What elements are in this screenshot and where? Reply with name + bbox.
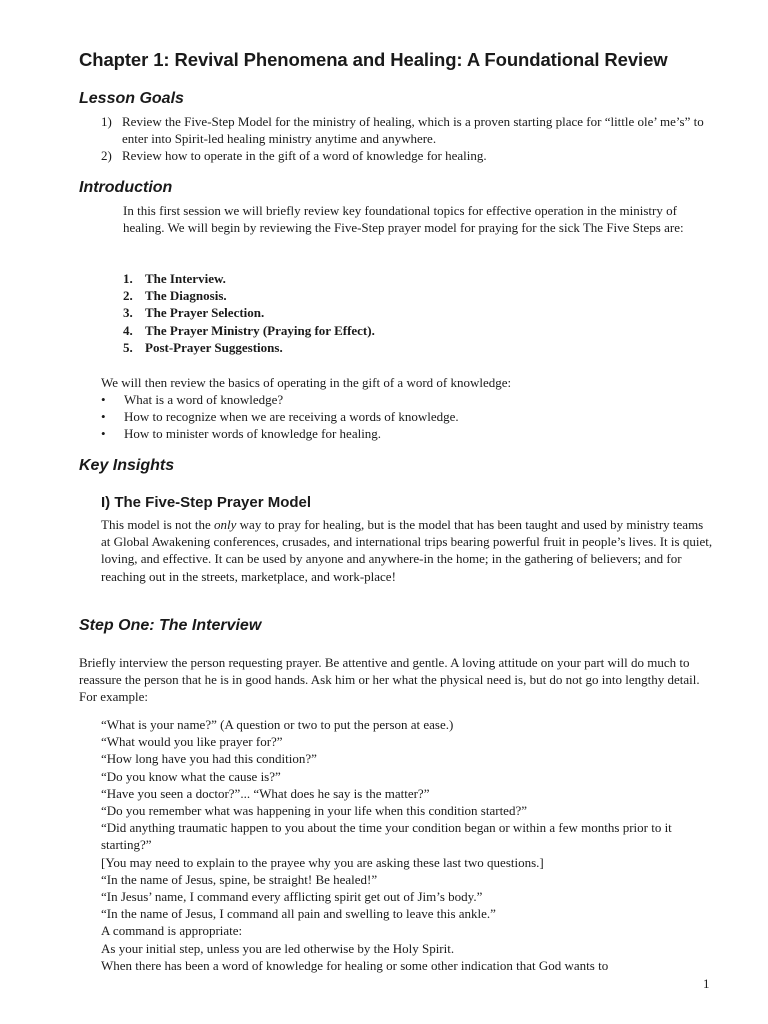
bullet-symbol: • — [101, 409, 106, 425]
step-one-heading: Step One: The Interview — [79, 617, 262, 634]
step-number: 2. — [123, 288, 133, 304]
interview-line: [You may need to explain to the prayee why you are asking these last two questions.] — [101, 854, 544, 870]
step-item — [123, 287, 623, 304]
chapter-title: Chapter 1: Revival Phenomena and Healing: A Foundational Review — [79, 49, 668, 70]
interview-questions — [101, 716, 713, 974]
paragraph-text: way to pray for healing, but is the model that has been taught and used by ministry teams at Global Awakening conferences, crusades, and international trips bearing powerful fruit in people’s lives. It is quiet, loving, and effective. It can be used by anyone and anywhere-in the home; in the gathering of believers; and for reaching out in the streets, marketplace, and work-place! — [101, 517, 713, 584]
lesson-goal-text: Review the Five-Step Model for the ministry of healing, which is a proven starting place for “little ole’ me’s” to enter into Spirit-led healing ministry anytime and anywhere. — [122, 114, 704, 147]
introduction-paragraph: In this first session we will briefly review key foundational topics for effective operation in the ministry of healing. We will begin by reviewing the Five-Step prayer model for praying for the sick The Five Steps are: — [123, 203, 684, 236]
step-item — [123, 339, 623, 356]
bullet-text: How to recognize when we are receiving a words of knowledge. — [124, 409, 459, 425]
knowledge-intro: We will then review the basics of operating in the gift of a word of knowledge: — [101, 375, 512, 390]
interview-line: “Do you know what the cause is?” — [101, 768, 281, 784]
paragraph-text: This model is not the — [101, 517, 215, 532]
interview-line: When there has been a word of knowledge for healing or some other indication that God wants to — [101, 957, 609, 973]
interview-line: “Have you seen a doctor?”... “What does he say is the matter?” — [101, 785, 430, 801]
bullet-item — [101, 391, 711, 408]
knowledge-bullets — [101, 391, 711, 443]
interview-line: “In the name of Jesus, I command all pain and swelling to leave this ankle.” — [101, 906, 496, 922]
step-text: Post-Prayer Suggestions. — [145, 339, 283, 355]
key-insights-heading: Key Insights — [79, 457, 175, 474]
step-text: The Interview. — [145, 271, 226, 286]
lesson-goal-number: 2) — [101, 148, 112, 164]
page-number: 1 — [703, 976, 710, 991]
bullet-symbol: • — [101, 392, 106, 407]
step-number: 3. — [123, 305, 133, 321]
interview-line: “Do you remember what was happening in your life when this condition started?” — [101, 803, 527, 819]
lesson-goals-list — [101, 113, 713, 165]
bullet-text: What is a word of knowledge? — [124, 392, 284, 407]
interview-line: “Did anything traumatic happen to you about the time your condition began or within a few months prior to it starting?” — [101, 820, 672, 853]
five-step-model-subheading: I) The Five-Step Prayer Model — [101, 494, 312, 511]
step-number: 1. — [123, 271, 133, 286]
interview-line: “What would you like prayer for?” — [101, 734, 283, 750]
step-text: The Prayer Selection. — [145, 305, 265, 321]
interview-line: “How long have you had this condition?” — [101, 751, 317, 767]
lesson-goal-number: 1) — [101, 114, 112, 129]
lesson-goal-item — [101, 147, 713, 164]
five-steps-list — [123, 270, 623, 356]
step-number: 4. — [123, 322, 133, 338]
bullet-item — [101, 408, 711, 425]
emphasis-only: only — [214, 517, 237, 532]
five-step-model-paragraph — [101, 516, 713, 585]
lesson-goal-item — [101, 113, 713, 147]
step-number: 5. — [123, 339, 133, 355]
bullet-text: How to minister words of knowledge for healing. — [124, 426, 382, 442]
interview-line: “In Jesus’ name, I command every afflicting spirit get out of Jim’s body.” — [101, 889, 483, 905]
lesson-goals-heading: Lesson Goals — [79, 90, 184, 107]
bullet-symbol: • — [101, 426, 106, 442]
interview-line: A command is appropriate: — [101, 923, 243, 939]
step-text: The Diagnosis. — [145, 288, 227, 304]
interview-line: As your initial step, unless you are led otherwise by the Holy Spirit. — [101, 940, 455, 956]
step-item — [123, 270, 623, 287]
step-text: The Prayer Ministry (Praying for Effect). — [145, 322, 375, 338]
step-item — [123, 322, 623, 339]
lesson-goal-text: Review how to operate in the gift of a word of knowledge for healing. — [122, 148, 487, 164]
interview-line: “In the name of Jesus, spine, be straight! Be healed!” — [101, 871, 378, 887]
introduction-heading: Introduction — [79, 179, 173, 196]
bullet-item — [101, 425, 711, 442]
interview-line: “What is your name?” (A question or two to put the person at ease.) — [101, 717, 454, 732]
step-item — [123, 304, 623, 321]
step-one-paragraph: Briefly interview the person requesting prayer. Be attentive and gentle. A loving attitude on your part will do much to reassure the person that he is in good hands. Ask him or her what the physical need is, but do not go into lengthy detail. For example: — [79, 655, 700, 705]
